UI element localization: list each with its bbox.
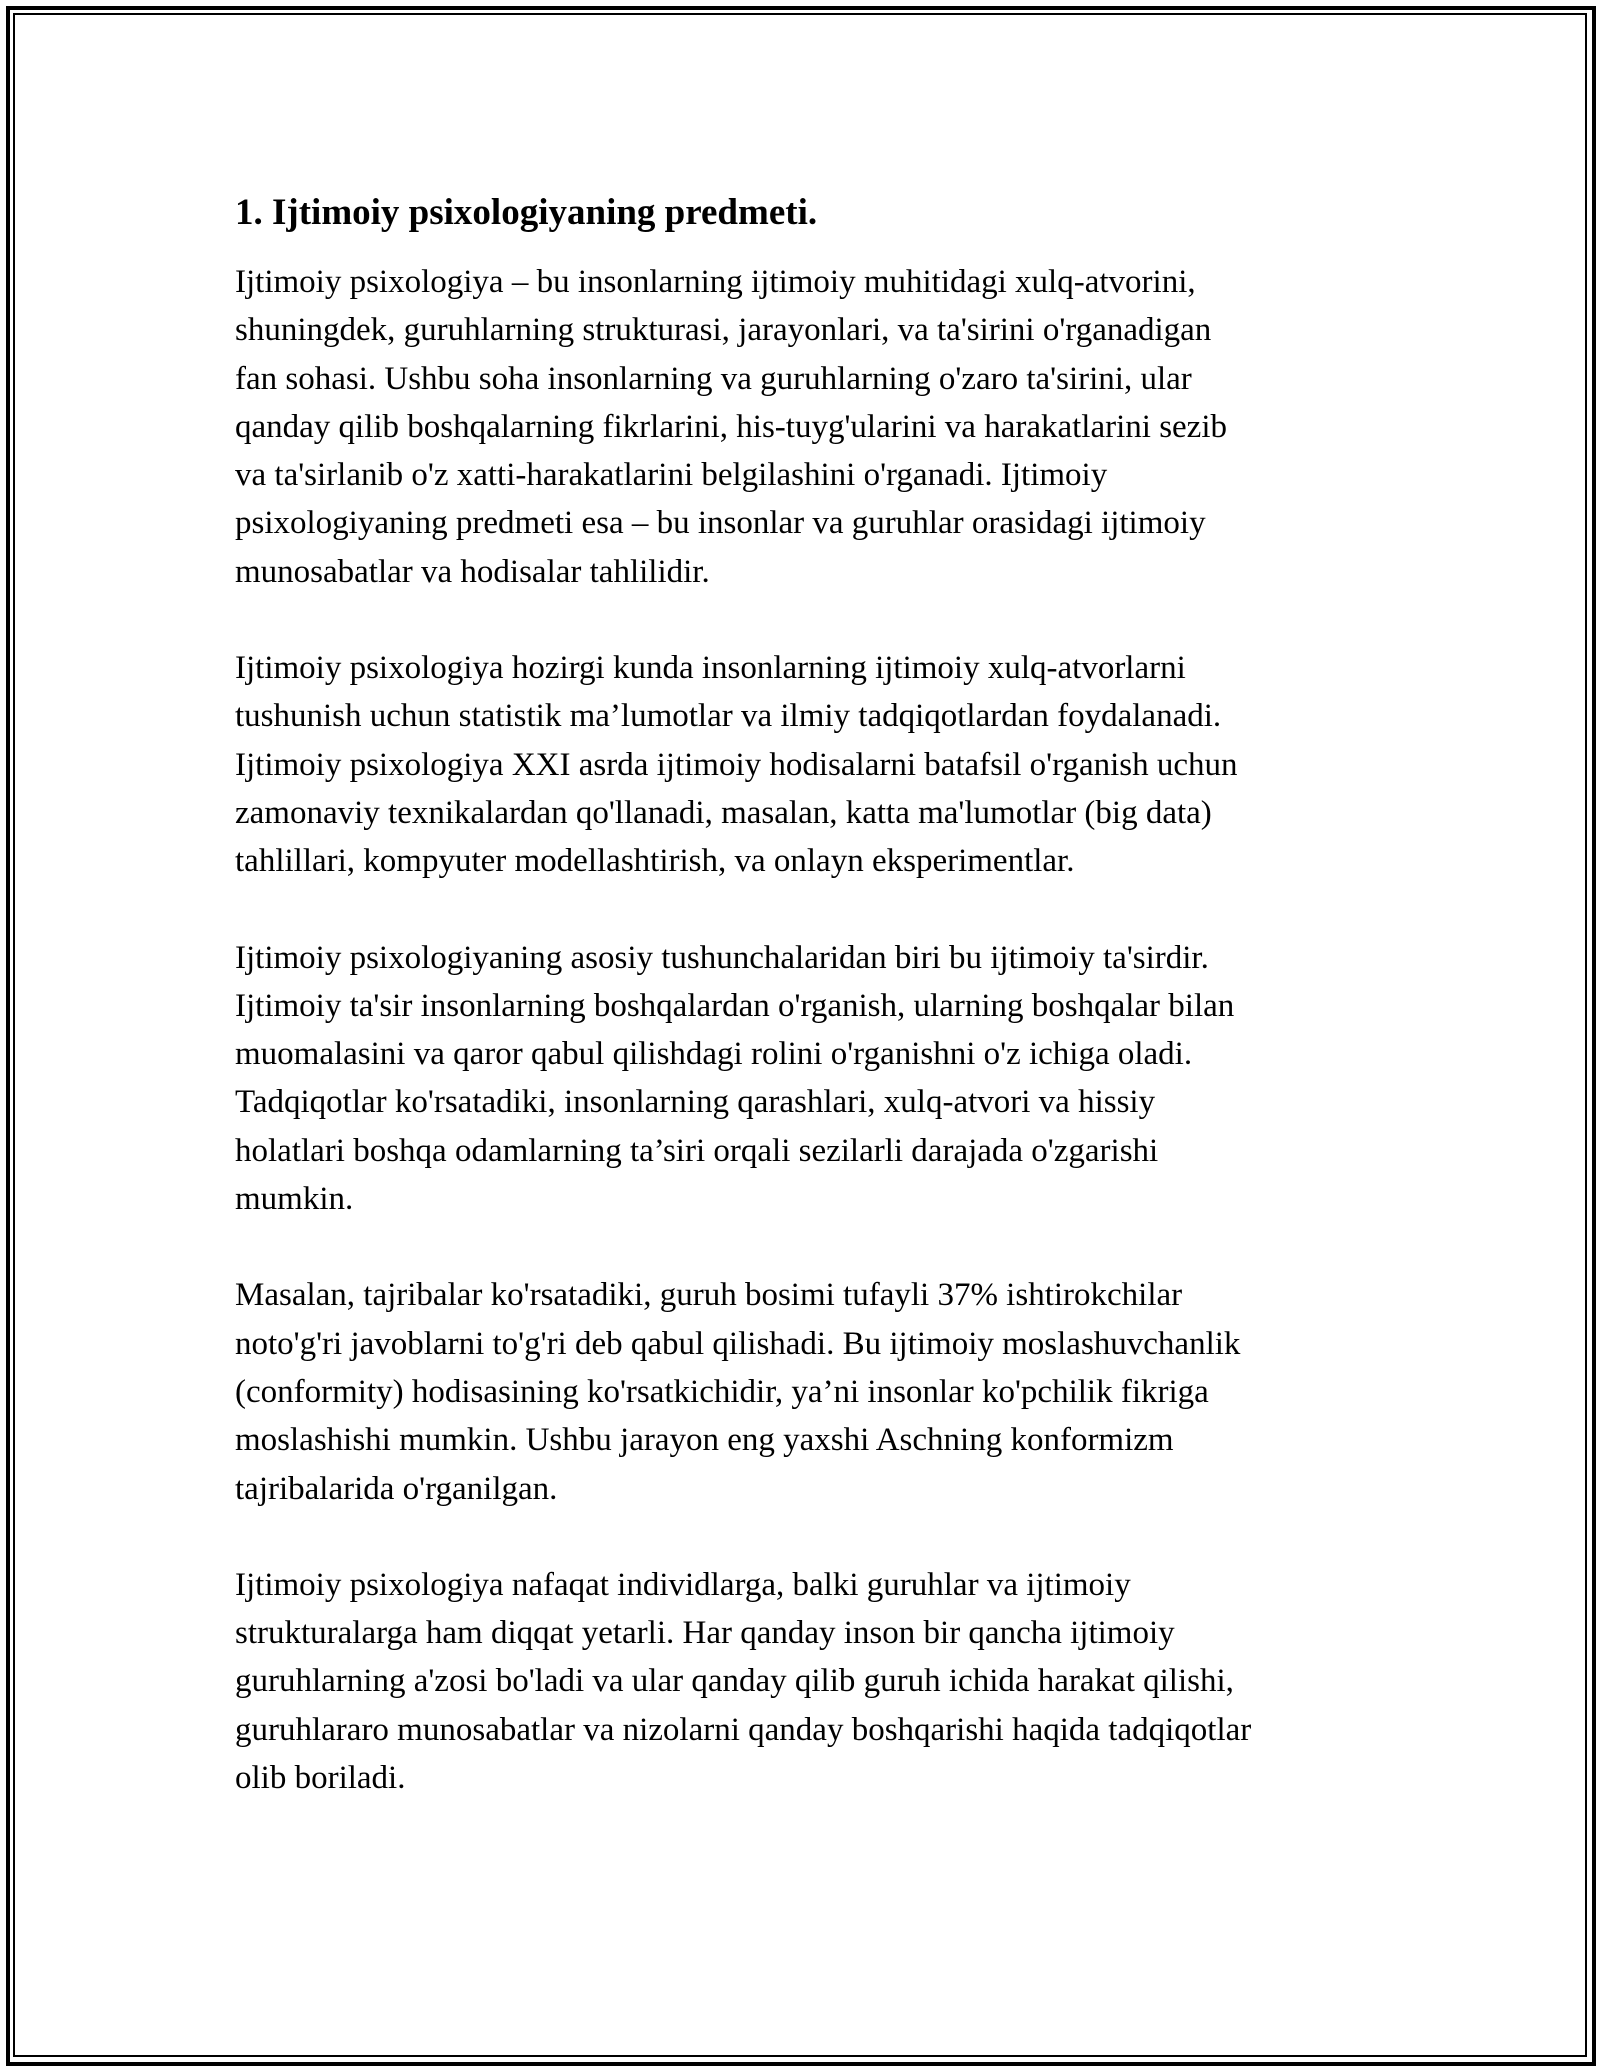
text-line: guruhlararo munosabatlar va nizolarni qanday boshqarishi haqida tadqiqotlar	[235, 1711, 1252, 1748]
text-line: munosabatlar va hodisalar tahlilidir.	[235, 553, 710, 590]
paragraph-4	[235, 1271, 1385, 1512]
text-line: holatlari boshqa odamlarning ta’siri orqali sezilarli darajada o'zgarishi	[235, 1132, 1159, 1169]
text-line: qanday qilib boshqalarning fikrlarini, his-tuyg'ularini va harakatlarini sezib	[235, 408, 1227, 445]
paragraph-1	[235, 258, 1385, 596]
text-line: va ta'sirlanib o'z xatti-harakatlarini belgilashini o'rganadi. Ijtimoiy	[235, 457, 1108, 494]
text-line: Tadqiqotlar ko'rsatadiki, insonlarning qarashlari, xulq-atvori va hissiy	[235, 1084, 1156, 1121]
text-line: noto'g'ri javoblarni to'g'ri deb qabul qilishadi. Bu ijtimoiy moslashuvchanlik	[235, 1325, 1241, 1362]
text-line: guruhlarning a'zosi bo'ladi va ular qanday qilib guruh ichida harakat qilishi,	[235, 1663, 1234, 1700]
text-line: Ijtimoiy psixologiya nafaqat individlarga, balki guruhlar va ijtimoiy	[235, 1566, 1131, 1603]
text-line: tajribalarida o'rganilgan.	[235, 1470, 558, 1507]
text-line: Ijtimoiy ta'sir insonlarning boshqalardan o'rganish, ularning boshqalar bilan	[235, 987, 1235, 1024]
text-line: zamonaviy texnikalardan qo'llanadi, masalan, katta ma'lumotlar (big data)	[235, 794, 1212, 831]
paragraph-2	[235, 644, 1385, 885]
text-line: psixologiyaning predmeti esa – bu insonlar va guruhlar orasidagi ijtimoiy	[235, 505, 1206, 542]
text-line: tahlillari, kompyuter modellashtirish, va onlayn eksperimentlar.	[235, 843, 1075, 880]
text-line: muomalasini va qaror qabul qilishdagi rolini o'rganishni o'z ichiga oladi.	[235, 1036, 1193, 1073]
text-line: Ijtimoiy psixologiya – bu insonlarning ijtimoiy muhitidagi xulq-atvorini,	[235, 264, 1196, 300]
text-line: Ijtimoiy psixologiya hozirgi kunda insonlarning ijtimoiy xulq-atvorlarni	[235, 650, 1186, 687]
text-line: Ijtimoiy psixologiyaning asosiy tushunchalaridan biri bu ijtimoiy ta'sirdir.	[235, 939, 1209, 976]
text-line: fan sohasi. Ushbu soha insonlarning va guruhlarning o'zaro ta'sirini, ular	[235, 360, 1192, 397]
section-heading: 1. Ijtimoiy psixologiyaning predmeti.	[235, 192, 818, 233]
paragraph-3	[235, 934, 1385, 1224]
text-line: (conformity) hodisasining ko'rsatkichidir, ya’ni insonlar ko'pchilik fikriga	[235, 1373, 1209, 1410]
paragraph-5	[235, 1561, 1385, 1802]
text-line: Masalan, tajribalar ko'rsatadiki, guruh bosimi tufayli 37% ishtirokchilar	[235, 1277, 1183, 1314]
text-line: moslashishi mumkin. Ushbu jarayon eng yaxshi Aschning konformizm	[235, 1422, 1174, 1459]
text-line: shuningdek, guruhlarning strukturasi, jarayonlari, va ta'sirini o'rganadigan	[235, 312, 1212, 349]
text-line: Ijtimoiy psixologiya XXI asrda ijtimoiy hodisalarni batafsil o'rganish uchun	[235, 746, 1238, 783]
document-body	[235, 188, 1385, 1850]
text-line: olib boriladi.	[235, 1760, 406, 1797]
text-line: mumkin.	[235, 1181, 354, 1218]
text-line: strukturalarga ham diqqat yetarli. Har qanday inson bir qancha ijtimoiy	[235, 1615, 1175, 1652]
text-line: tushunish uchun statistik ma’lumotlar va ilmiy tadqiqotlardan foydalanadi.	[235, 698, 1222, 735]
